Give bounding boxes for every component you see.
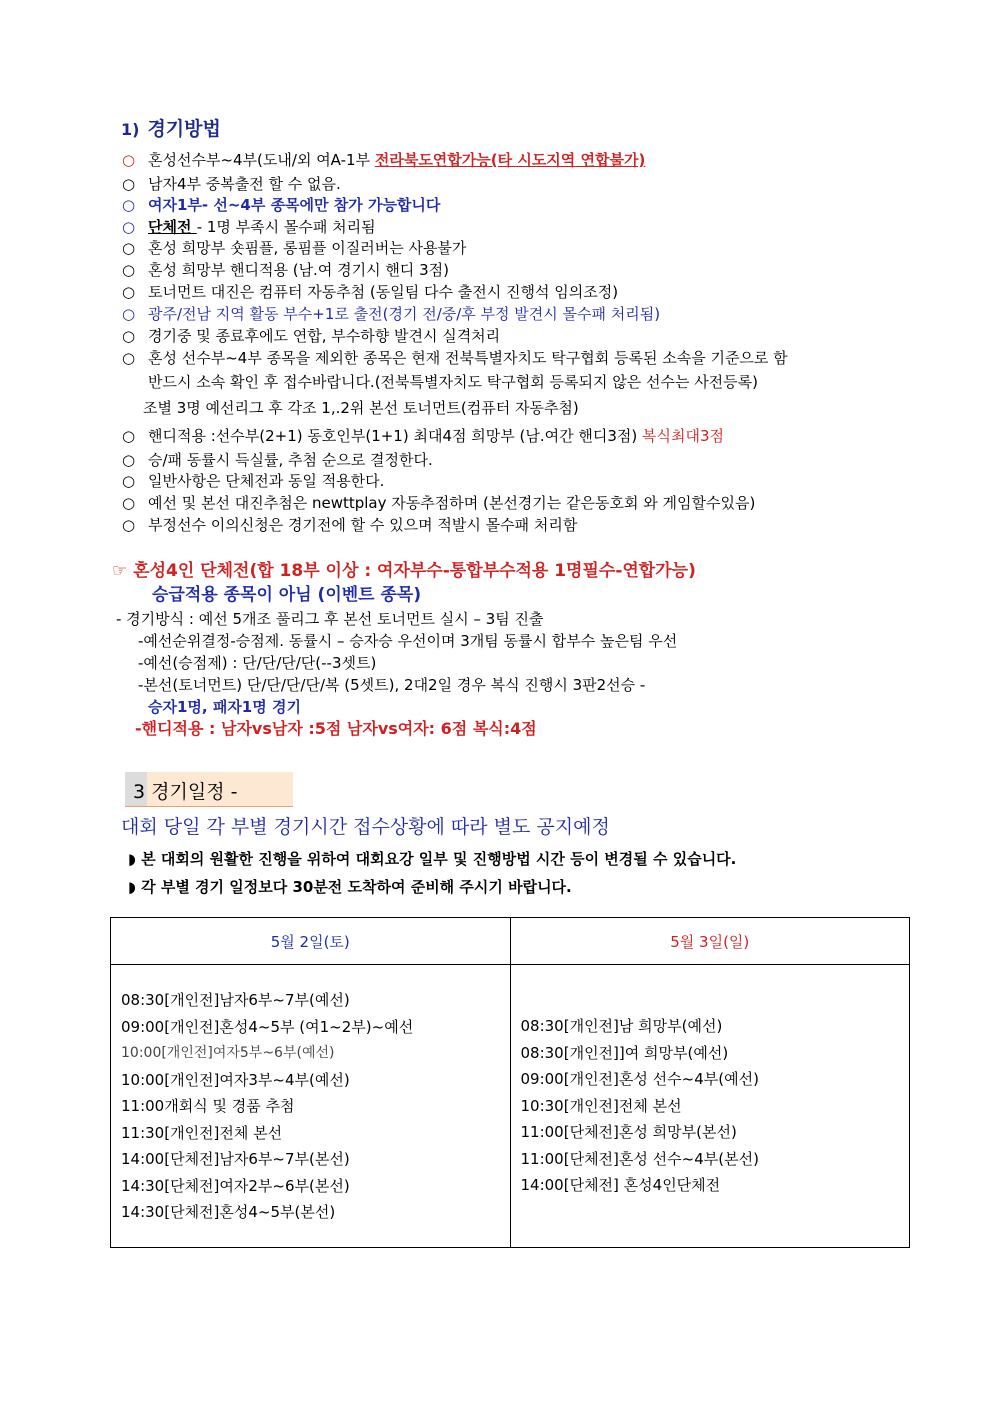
list-item: 10:00[개인전]여자3부~4부(예선) (121, 1070, 350, 1089)
circle-icon: ○ (122, 494, 136, 512)
rule-text: 광주/전남 지역 활동 부수+1로 출전(경기 전/중/후 부정 발견시 몰수패 처리됨) (148, 305, 661, 323)
list-item: 11:00개회식 및 경품 추첨 (121, 1097, 295, 1115)
circle-icon: ○ (122, 451, 136, 469)
section1-number: 1) (121, 120, 140, 139)
day1-cell (111, 965, 511, 1248)
list-item: 14:30[단체전]여자2부~6부(본선) (121, 1176, 350, 1195)
list-item: 10:30[개인전]전체 본선 (520, 1096, 682, 1115)
rule-7 (122, 282, 618, 302)
section3-heading (125, 772, 293, 807)
schedule-table (110, 917, 910, 1248)
list-item: 09:00[개인전]혼성 선수~4부(예선) (520, 1070, 759, 1088)
list-item: 11:00[단체전]혼성 선수~4부(본선) (520, 1149, 759, 1168)
team-line-3: -예선(승점제) : 단/단/단/단(--3셋트) (138, 654, 377, 672)
rule-text: 승/패 동률시 득실률, 추첨 순으로 결정한다. (148, 451, 433, 469)
day2-schedule-list (512, 1013, 909, 1199)
team-event-subtitle: 승급적용 종목이 아님 (이벤트 종목) (152, 585, 422, 605)
rule-text: 혼성 희망부 숏핌플, 롱핌플 이질러버는 사용불가 (148, 239, 467, 257)
rule-text: 경기중 및 종료후에도 연합, 부수하향 발견시 실격처리 (148, 327, 501, 345)
circle-icon: ○ (122, 218, 136, 236)
list-item: 14:00[단체전] 혼성4인단체전 (520, 1176, 721, 1194)
bullet-icon: ◗ (128, 850, 136, 868)
day1-header (111, 918, 511, 965)
rule-text: 토너먼트 대진은 컴퓨터 자동추첨 (동일팀 다수 출전시 진행석 임의조정) (148, 283, 619, 301)
day1-label: 5월 2일(토) (270, 932, 350, 951)
circle-icon: ○ (122, 261, 136, 279)
circle-icon: ○ (122, 472, 136, 490)
rule-text: 핸디적용 :선수부(2+1) 동호인부(1+1) 최대4점 희망부 (남.여간 핸디3점) (148, 427, 642, 445)
circle-icon: ○ (122, 327, 136, 345)
rule-6 (122, 260, 449, 280)
rule-highlight: 단체전 (148, 218, 197, 236)
circle-icon: ○ (122, 175, 136, 193)
list-item: 14:30[단체전]혼성4~5부(본선) (121, 1203, 336, 1221)
section1-title: 경기방법 (147, 118, 221, 140)
rule-highlight: 복식최대3점 (641, 427, 724, 445)
list-item: 08:30[개인전]남자6부~7부(예선) (121, 991, 350, 1009)
rule-text: 남자4부 중복출전 할 수 없음. (148, 175, 341, 193)
day2-header (510, 918, 910, 965)
circle-icon: ○ (122, 151, 136, 169)
rule-1 (122, 150, 645, 170)
list-item: 08:30[개인전]남 희망부(예선) (520, 1017, 723, 1035)
rule-5 (122, 238, 466, 258)
rule-10-continued-2: 조별 3명 예선리그 후 각조 1,.2위 본선 토너먼트(컴퓨터 자동추첨) (143, 399, 579, 417)
section1-heading (121, 114, 221, 141)
team-title-text: 혼성4인 단체전(합 18부 이상 : 여자부수-통합부수적용 1명필수-연합가능) (133, 561, 696, 581)
list-item: 11:30[개인전]전체 본선 (121, 1123, 283, 1142)
rule-12 (122, 450, 433, 470)
team-line-2: -예선순위결정-승점제. 동률시 – 승자승 우선이며 3개팀 동률시 합부수 높은팀 우선 (138, 632, 678, 650)
rule-text: 혼성 희망부 핸디적용 (남.여 경기시 핸디 3점) (148, 261, 449, 279)
rule-10 (122, 348, 788, 368)
rule-text: 혼성선수부~4부(도내/외 여A-1부 (148, 151, 375, 169)
list-item: 14:00[단체전]남자6부~7부(본선) (121, 1150, 350, 1168)
rule-4 (122, 217, 376, 237)
pointing-hand-icon: ☞ (112, 561, 128, 581)
day2-label: 5월 3일(일) (670, 932, 750, 951)
team-line-4: -본선(토너먼트) 단/단/단/단/복 (5셋트), 2대2일 경우 복식 진행시 3판2선승 - (138, 676, 646, 694)
team-event-title (112, 556, 696, 581)
bullet-2 (128, 876, 572, 897)
rule-14 (122, 493, 755, 513)
day1-schedule-list (112, 987, 509, 1226)
bullet-icon: ◗ (128, 878, 136, 896)
circle-icon: ○ (122, 305, 136, 323)
rule-text: - 1명 부족시 몰수패 처리됨 (196, 218, 376, 236)
rule-text: 예선 및 본선 대진추첨은 newttplay 자동추점하며 (본선경기는 같은동호회 와 게임할수있음) (148, 494, 756, 512)
list-item: 09:00[개인전]혼성4~5부 (여1~2부)~예선 (121, 1017, 414, 1036)
rule-13 (122, 471, 384, 491)
team-line-1: - 경기방식 : 예선 5개조 풀리그 후 본선 토너먼트 실시 – 3팀 진출 (116, 610, 544, 628)
circle-icon: ○ (122, 427, 136, 445)
circle-icon: ○ (122, 516, 136, 534)
section3-title: 3 경기일정 - (133, 781, 238, 803)
list-item: 11:00[단체전]혼성 희망부(본선) (520, 1123, 737, 1141)
day2-cell (510, 965, 910, 1248)
rule-text: 혼성 선수부~4부 종목을 제외한 종목은 현재 전북특별자치도 탁구협회 등록된 소속을 기준으로 함 (148, 349, 788, 367)
bullet-text: 본 대회의 원활한 진행을 위하여 대회요강 일부 및 진행방법 시간 등이 변경될 수 있습니다. (141, 850, 737, 868)
circle-icon: ○ (122, 196, 136, 214)
team-handicap: -핸디적용 : 남자vs남자 :5점 남자vs여자: 6점 복식:4점 (135, 719, 537, 738)
rule-highlight: 전라북도연합가능(타 시도지역 연합불가) (374, 151, 646, 169)
rule-text: 일반사항은 단체전과 동일 적용한다. (148, 472, 385, 490)
rule-8 (122, 304, 660, 324)
bullet-1 (128, 848, 736, 869)
rule-text: 여자1부- 선~4부 종목에만 참가 가능합니다 (148, 196, 441, 214)
team-line-5: 승자1명, 패자1명 경기 (148, 698, 301, 716)
circle-icon: ○ (122, 283, 136, 301)
rule-3 (122, 195, 440, 215)
list-item: 08:30[개인전]]여 희망부(예선) (520, 1043, 729, 1062)
rule-15 (122, 515, 577, 535)
circle-icon: ○ (122, 349, 136, 367)
rule-10-continued: 반드시 소속 확인 후 접수바랍니다.(전북특별자치도 탁구협회 등록되지 않은 선수는 사전등록) (148, 373, 759, 391)
rule-9 (122, 326, 500, 346)
schedule-notice: 대회 당일 각 부별 경기시간 접수상황에 따라 별도 공지예정 (121, 816, 610, 838)
circle-icon: ○ (122, 239, 136, 257)
rule-11 (122, 426, 724, 446)
list-item: 10:00[개인전]여자5부~6부(예선) (121, 1045, 335, 1061)
rule-2 (122, 174, 341, 194)
rule-text: 부정선수 이의신청은 경기전에 할 수 있으며 적발시 몰수패 처리함 (148, 516, 578, 534)
bullet-text: 각 부별 경기 일정보다 30분전 도착하여 준비해 주시기 바랍니다. (141, 878, 572, 896)
